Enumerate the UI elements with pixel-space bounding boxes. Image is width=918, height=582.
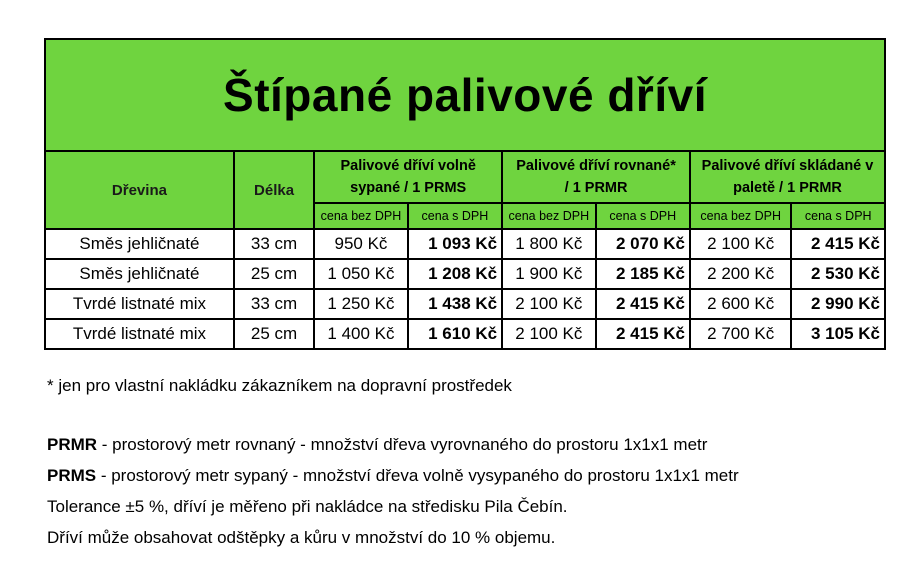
cell-price-net: 2 600 Kč	[690, 289, 791, 319]
subheader-price-gross: cena s DPH	[791, 203, 885, 229]
cell-price-gross: 2 185 Kč	[596, 259, 690, 289]
cell-price-gross: 2 070 Kč	[596, 229, 690, 259]
notes-section	[47, 370, 739, 553]
prms-definition	[47, 460, 739, 491]
cell-price-gross: 1 093 Kč	[408, 229, 502, 259]
table-row	[45, 229, 885, 259]
cell-price-gross: 1 610 Kč	[408, 319, 502, 349]
price-sheet	[44, 38, 886, 350]
prmr-definition	[47, 429, 739, 460]
footnote: * jen pro vlastní nakládku zákazníkem na dopravní prostředek	[47, 376, 512, 395]
prms-text: - prostorový metr sypaný - množství dřeva volně vysypaného do prostoru 1x1x1 metr	[96, 466, 739, 485]
cell-price-gross: 2 530 Kč	[791, 259, 885, 289]
cell-price-net: 2 700 Kč	[690, 319, 791, 349]
cell-price-gross: 1 208 Kč	[408, 259, 502, 289]
cell-length: 33 cm	[234, 229, 314, 259]
cell-price-net: 1 900 Kč	[502, 259, 595, 289]
cell-length: 25 cm	[234, 319, 314, 349]
cell-wood: Tvrdé listnaté mix	[45, 319, 234, 349]
table-row	[45, 319, 885, 349]
tolerance-note: Tolerance ±5 %, dříví je měřeno při nakládce na středisku Pila Čebín.	[47, 497, 568, 516]
column-header-length: Délka	[234, 151, 314, 229]
cell-wood: Tvrdé listnaté mix	[45, 289, 234, 319]
table-row	[45, 289, 885, 319]
cell-price-net: 1 250 Kč	[314, 289, 407, 319]
cell-price-net: 2 200 Kč	[690, 259, 791, 289]
cell-price-net: 1 800 Kč	[502, 229, 595, 259]
subheader-price-net: cena bez DPH	[502, 203, 595, 229]
subheader-price-gross: cena s DPH	[596, 203, 690, 229]
cell-price-net: 950 Kč	[314, 229, 407, 259]
prmr-text: - prostorový metr rovnaný - množství dřeva vyrovnaného do prostoru 1x1x1 metr	[97, 435, 708, 454]
column-header-wood: Dřevina	[45, 151, 234, 229]
page-title: Štípané palivové dříví	[45, 39, 885, 151]
subheader-price-net: cena bez DPH	[690, 203, 791, 229]
cell-price-gross: 3 105 Kč	[791, 319, 885, 349]
cell-price-net: 2 100 Kč	[502, 319, 595, 349]
cell-price-net: 1 050 Kč	[314, 259, 407, 289]
cell-length: 33 cm	[234, 289, 314, 319]
subheader-price-net: cena bez DPH	[314, 203, 407, 229]
cell-price-net: 2 100 Kč	[690, 229, 791, 259]
notes-spacer	[47, 401, 739, 429]
group-header-pallet: Palivové dříví skládané v paletě / 1 PRMR	[690, 151, 885, 203]
cell-price-gross: 2 990 Kč	[791, 289, 885, 319]
cell-wood: Směs jehličnaté	[45, 259, 234, 289]
cell-price-gross: 1 438 Kč	[408, 289, 502, 319]
group-header-loose: Palivové dříví volně sypané / 1 PRMS	[314, 151, 502, 203]
cell-price-gross: 2 415 Kč	[596, 289, 690, 319]
cell-price-gross: 2 415 Kč	[791, 229, 885, 259]
group-header-stacked: Palivové dříví rovnané* / 1 PRMR	[502, 151, 690, 203]
table-row	[45, 259, 885, 289]
prmr-abbreviation: PRMR	[47, 435, 98, 454]
subheader-price-gross: cena s DPH	[408, 203, 502, 229]
cell-length: 25 cm	[234, 259, 314, 289]
prms-abbreviation: PRMS	[47, 466, 97, 485]
bark-note: Dříví může obsahovat odštěpky a kůru v množství do 10 % objemu.	[47, 528, 556, 547]
cell-wood: Směs jehličnaté	[45, 229, 234, 259]
cell-price-gross: 2 415 Kč	[596, 319, 690, 349]
cell-price-net: 2 100 Kč	[502, 289, 595, 319]
cell-price-net: 1 400 Kč	[314, 319, 407, 349]
price-table	[44, 38, 886, 350]
